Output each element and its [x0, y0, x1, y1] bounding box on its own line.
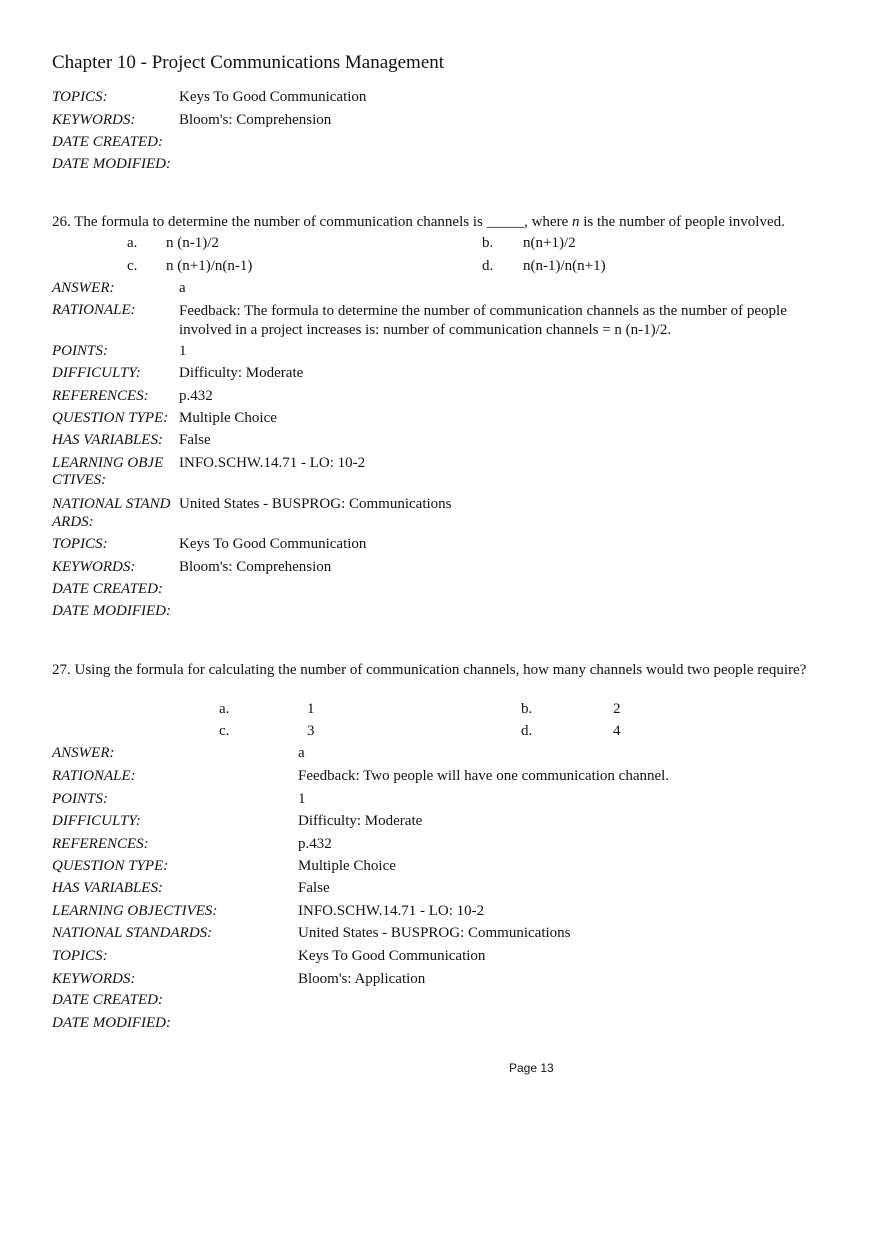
rationale-label: RATIONALE:	[52, 302, 136, 318]
option-text: n(n-1)/n(n+1)	[523, 258, 606, 274]
date-created-label: DATE CREATED:	[52, 581, 163, 597]
option-letter: a.	[219, 701, 230, 717]
option-letter: b.	[521, 701, 533, 717]
option-text: n(n+1)/2	[523, 235, 576, 251]
points-value: 1	[179, 343, 187, 359]
question-26-variable: n	[572, 214, 580, 230]
keywords-label: KEYWORDS:	[52, 559, 136, 575]
keywords-label: KEYWORDS:	[52, 971, 136, 987]
option-letter: c.	[127, 258, 138, 274]
page-number: Page 13	[509, 1061, 554, 1075]
points-label: POINTS:	[52, 343, 108, 359]
date-created-label: DATE CREATED:	[52, 134, 163, 150]
date-created-label: DATE CREATED:	[52, 992, 163, 1008]
option-text: 3	[307, 723, 315, 739]
question-type-label: QUESTION TYPE:	[52, 410, 169, 426]
rationale-label: RATIONALE:	[52, 768, 136, 784]
option-letter: d.	[482, 258, 494, 274]
option-letter: a.	[127, 235, 138, 251]
date-modified-label: DATE MODIFIED:	[52, 156, 171, 172]
option-text: n (n-1)/2	[166, 235, 219, 251]
difficulty-label: DIFFICULTY:	[52, 365, 141, 381]
references-label: REFERENCES:	[52, 836, 149, 852]
question-27-text: 27. Using the formula for calculating the number of communication channels, how many channels would two people require?	[52, 662, 807, 678]
date-modified-label: DATE MODIFIED:	[52, 1015, 171, 1031]
learning-objectives-label: LEARNING OBJECTIVES:	[52, 903, 218, 919]
topics-label: TOPICS:	[52, 536, 108, 552]
keywords-value: Bloom's: Comprehension	[179, 559, 332, 575]
has-variables-value: False	[179, 432, 211, 448]
option-text: 2	[613, 701, 621, 717]
has-variables-label: HAS VARIABLES:	[52, 432, 163, 448]
topics-value: Keys To Good Communication	[179, 536, 367, 552]
answer-value: a	[179, 280, 186, 296]
points-value: 1	[298, 791, 306, 807]
question-type-value: Multiple Choice	[179, 410, 277, 426]
answer-label: ANSWER:	[52, 745, 115, 761]
page-title: Chapter 10 - Project Communications Management	[52, 52, 445, 73]
national-standards-label-cont: ARDS:	[52, 514, 94, 530]
question-26-text	[52, 214, 785, 231]
keywords-value: Bloom's: Comprehension	[179, 112, 332, 128]
keywords-value: Bloom's: Application	[298, 971, 426, 987]
rationale-value: Feedback: The formula to determine the number of communication channels as the number of people involved in a project increases is: number of communication channels = n (n-1)/2.	[179, 303, 787, 338]
option-text: n (n+1)/n(n-1)	[166, 258, 253, 274]
option-text: 4	[613, 723, 621, 739]
national-standards-value: United States - BUSPROG: Communications	[298, 925, 571, 941]
difficulty-value: Difficulty: Moderate	[179, 365, 304, 381]
option-letter: b.	[482, 235, 494, 251]
topics-label: TOPICS:	[52, 89, 108, 105]
difficulty-value: Difficulty: Moderate	[298, 813, 423, 829]
question-26-text-pre: 26. The formula to determine the number of communication channels is _____, where	[52, 214, 572, 230]
has-variables-value: False	[298, 880, 330, 896]
national-standards-label: NATIONAL STANDARDS:	[52, 925, 213, 941]
national-standards-value: United States - BUSPROG: Communications	[179, 496, 452, 512]
question-type-value: Multiple Choice	[298, 858, 396, 874]
date-modified-label: DATE MODIFIED:	[52, 603, 171, 619]
points-label: POINTS:	[52, 791, 108, 807]
question-26-text-post: is the number of people involved.	[579, 214, 785, 230]
question-type-label: QUESTION TYPE:	[52, 858, 169, 874]
rationale-value: Feedback: Two people will have one communication channel.	[298, 768, 670, 784]
keywords-label: KEYWORDS:	[52, 112, 136, 128]
references-value: p.432	[179, 388, 213, 404]
has-variables-label: HAS VARIABLES:	[52, 880, 163, 896]
national-standards-label: NATIONAL STAND	[52, 496, 171, 512]
option-letter: c.	[219, 723, 230, 739]
topics-label: TOPICS:	[52, 948, 108, 964]
references-label: REFERENCES:	[52, 388, 149, 404]
topics-value: Keys To Good Communication	[298, 948, 486, 964]
learning-objectives-label-cont: CTIVES:	[52, 472, 107, 488]
topics-value: Keys To Good Communication	[179, 89, 367, 105]
learning-objectives-label: LEARNING OBJE	[52, 455, 164, 471]
learning-objectives-value: INFO.SCHW.14.71 - LO: 10-2	[298, 903, 485, 919]
references-value: p.432	[298, 836, 332, 852]
option-letter: d.	[521, 723, 533, 739]
difficulty-label: DIFFICULTY:	[52, 813, 141, 829]
answer-value: a	[298, 745, 305, 761]
learning-objectives-value: INFO.SCHW.14.71 - LO: 10-2	[179, 455, 366, 471]
option-text: 1	[307, 701, 315, 717]
answer-label: ANSWER:	[52, 280, 115, 296]
